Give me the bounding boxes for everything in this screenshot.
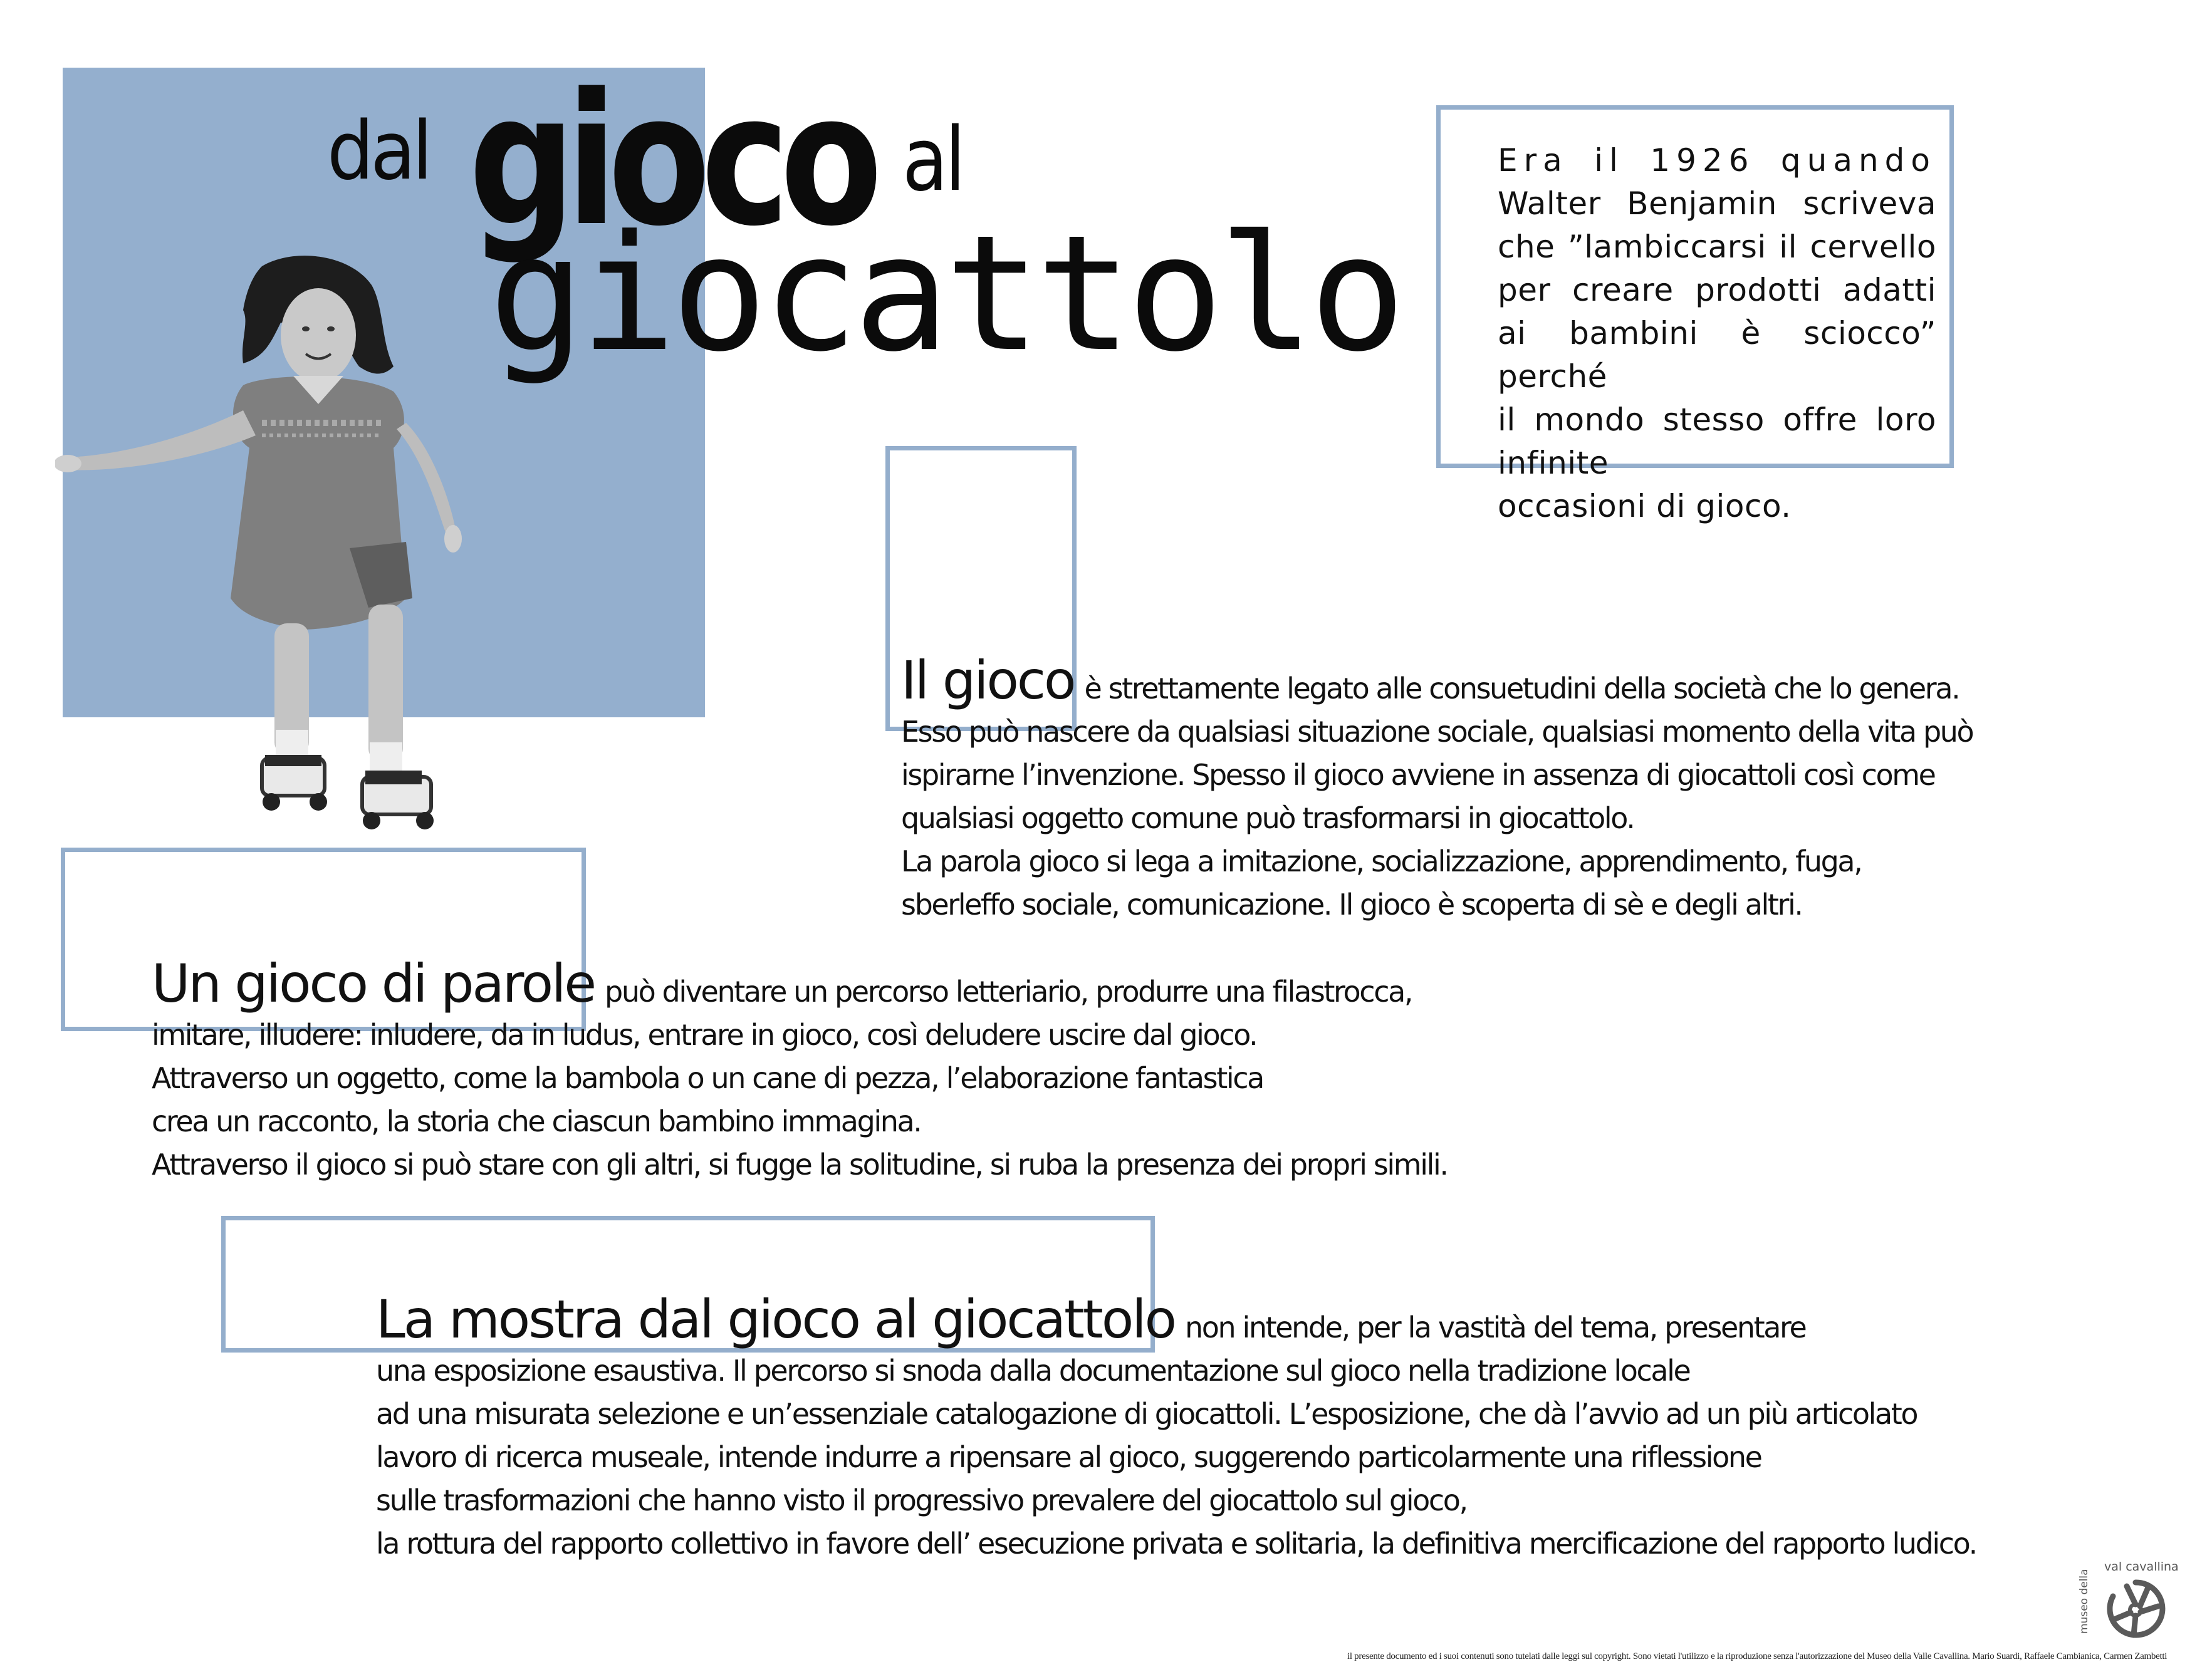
paragraph-line: Esso può nascere da qualsiasi situazione sociale, qualsiasi momento della vita può (901, 715, 1973, 749)
title-al: al (902, 109, 963, 211)
paragraph-line: Attraverso il gioco si può stare con gli altri, si fugge la solitudine, si ruba la presenza dei propri simili. (152, 1148, 1448, 1182)
section-mostra (376, 1289, 1976, 1566)
quote-line: Walter Benjamin scriveva (1498, 185, 1936, 222)
paragraph-line: imitare, illudere: inludere, da in ludus, entrare in gioco, così deludere uscire dal gioco. (152, 1018, 1257, 1052)
quote-line: occasioni di gioco. (1498, 488, 1792, 524)
paragraph-line: una esposizione esaustiva. Il percorso si snoda dalla documentazione sul gioco nella tradizione locale (376, 1354, 1690, 1388)
paragraph-line: ad una misurata selezione e un’essenziale catalogazione di giocattoli. L’esposizione, che dà l’avvio ad un più articolato (376, 1397, 1917, 1431)
title-giocattolo: giocattolo (489, 201, 1401, 387)
paragraph-line: sulle trasformazioni che hanno visto il progressivo prevalere del giocattolo sul gioco, (376, 1483, 1467, 1517)
section-gioco (901, 650, 1973, 927)
title-dal: dal (327, 105, 430, 198)
paragraph-line: può diventare un percorso letteriario, produrre una filastrocca, (605, 975, 1412, 1009)
section-gioco-heading: Il gioco (901, 650, 1075, 711)
paragraph-line: Attraverso un oggetto, come la bambola o un cane di pezza, l’elaborazione fantastica (152, 1061, 1263, 1095)
paragraph-line: non intende, per la vastità del tema, presentare (1184, 1311, 1806, 1344)
section-mostra-heading: La mostra dal gioco al giocattolo (376, 1289, 1175, 1350)
quote-line: ai bambini è sciocco” perché (1498, 315, 1936, 395)
quote-line: per creare prodotti adatti (1498, 272, 1936, 308)
logo-subtitle: museo della (2078, 1569, 2090, 1634)
paragraph-line: crea un racconto, la storia che ciascun bambino immagina. (152, 1104, 921, 1138)
benjamin-quote (1498, 139, 1936, 528)
section-parole (152, 953, 1448, 1187)
quote-line: che ”lambiccarsi il cervello (1498, 229, 1936, 265)
paragraph-line: La parola gioco si lega a imitazione, socializzazione, apprendimento, fuga, (901, 844, 1862, 878)
copyright-notice: il presente documento ed i suoi contenuti sono tutelati dalle leggi sul copyright. Sono vietati l'utilizzo e la riproduzione senza l'autorizzazione del Museo della Valle Cavallina. Mario Suardi, Raffaele Cambianica, Carmen Zambetti (1347, 1651, 2168, 1661)
logo-title: val cavallina (2104, 1560, 2179, 1574)
museum-logo (2078, 1560, 2186, 1641)
wheel-icon (2104, 1577, 2167, 1640)
section-parole-heading: Un gioco di parole (152, 953, 595, 1014)
paragraph-line: ispirarne l’invenzione. Spesso il gioco avviene in assenza di giocattoli così come (901, 758, 1935, 792)
title-gioco: gioco (469, 55, 874, 266)
paragraph-line: la rottura del rapporto collettivo in favore dell’ esecuzione privata e solitaria, la definitiva mercificazione del rapporto ludico. (376, 1527, 1976, 1561)
paragraph-line: è strettamente legato alle consuetudini della società che lo genera. (1084, 672, 1959, 705)
paragraph-line: sberleffo sociale, comunicazione. Il gioco è scoperta di sè e degli altri. (901, 888, 1802, 922)
paragraph-line: lavoro di ricerca museale, intende indurre a ripensare al gioco, suggerendo particolarmente una riflessione (376, 1440, 1761, 1474)
quote-line: Era il 1926 quando (1498, 142, 1936, 179)
child-roller-skating-photo (55, 247, 531, 849)
quote-line: il mondo stesso offre loro infinite (1498, 402, 1936, 481)
paragraph-line: qualsiasi oggetto comune può trasformarsi in giocattolo. (901, 801, 1634, 835)
